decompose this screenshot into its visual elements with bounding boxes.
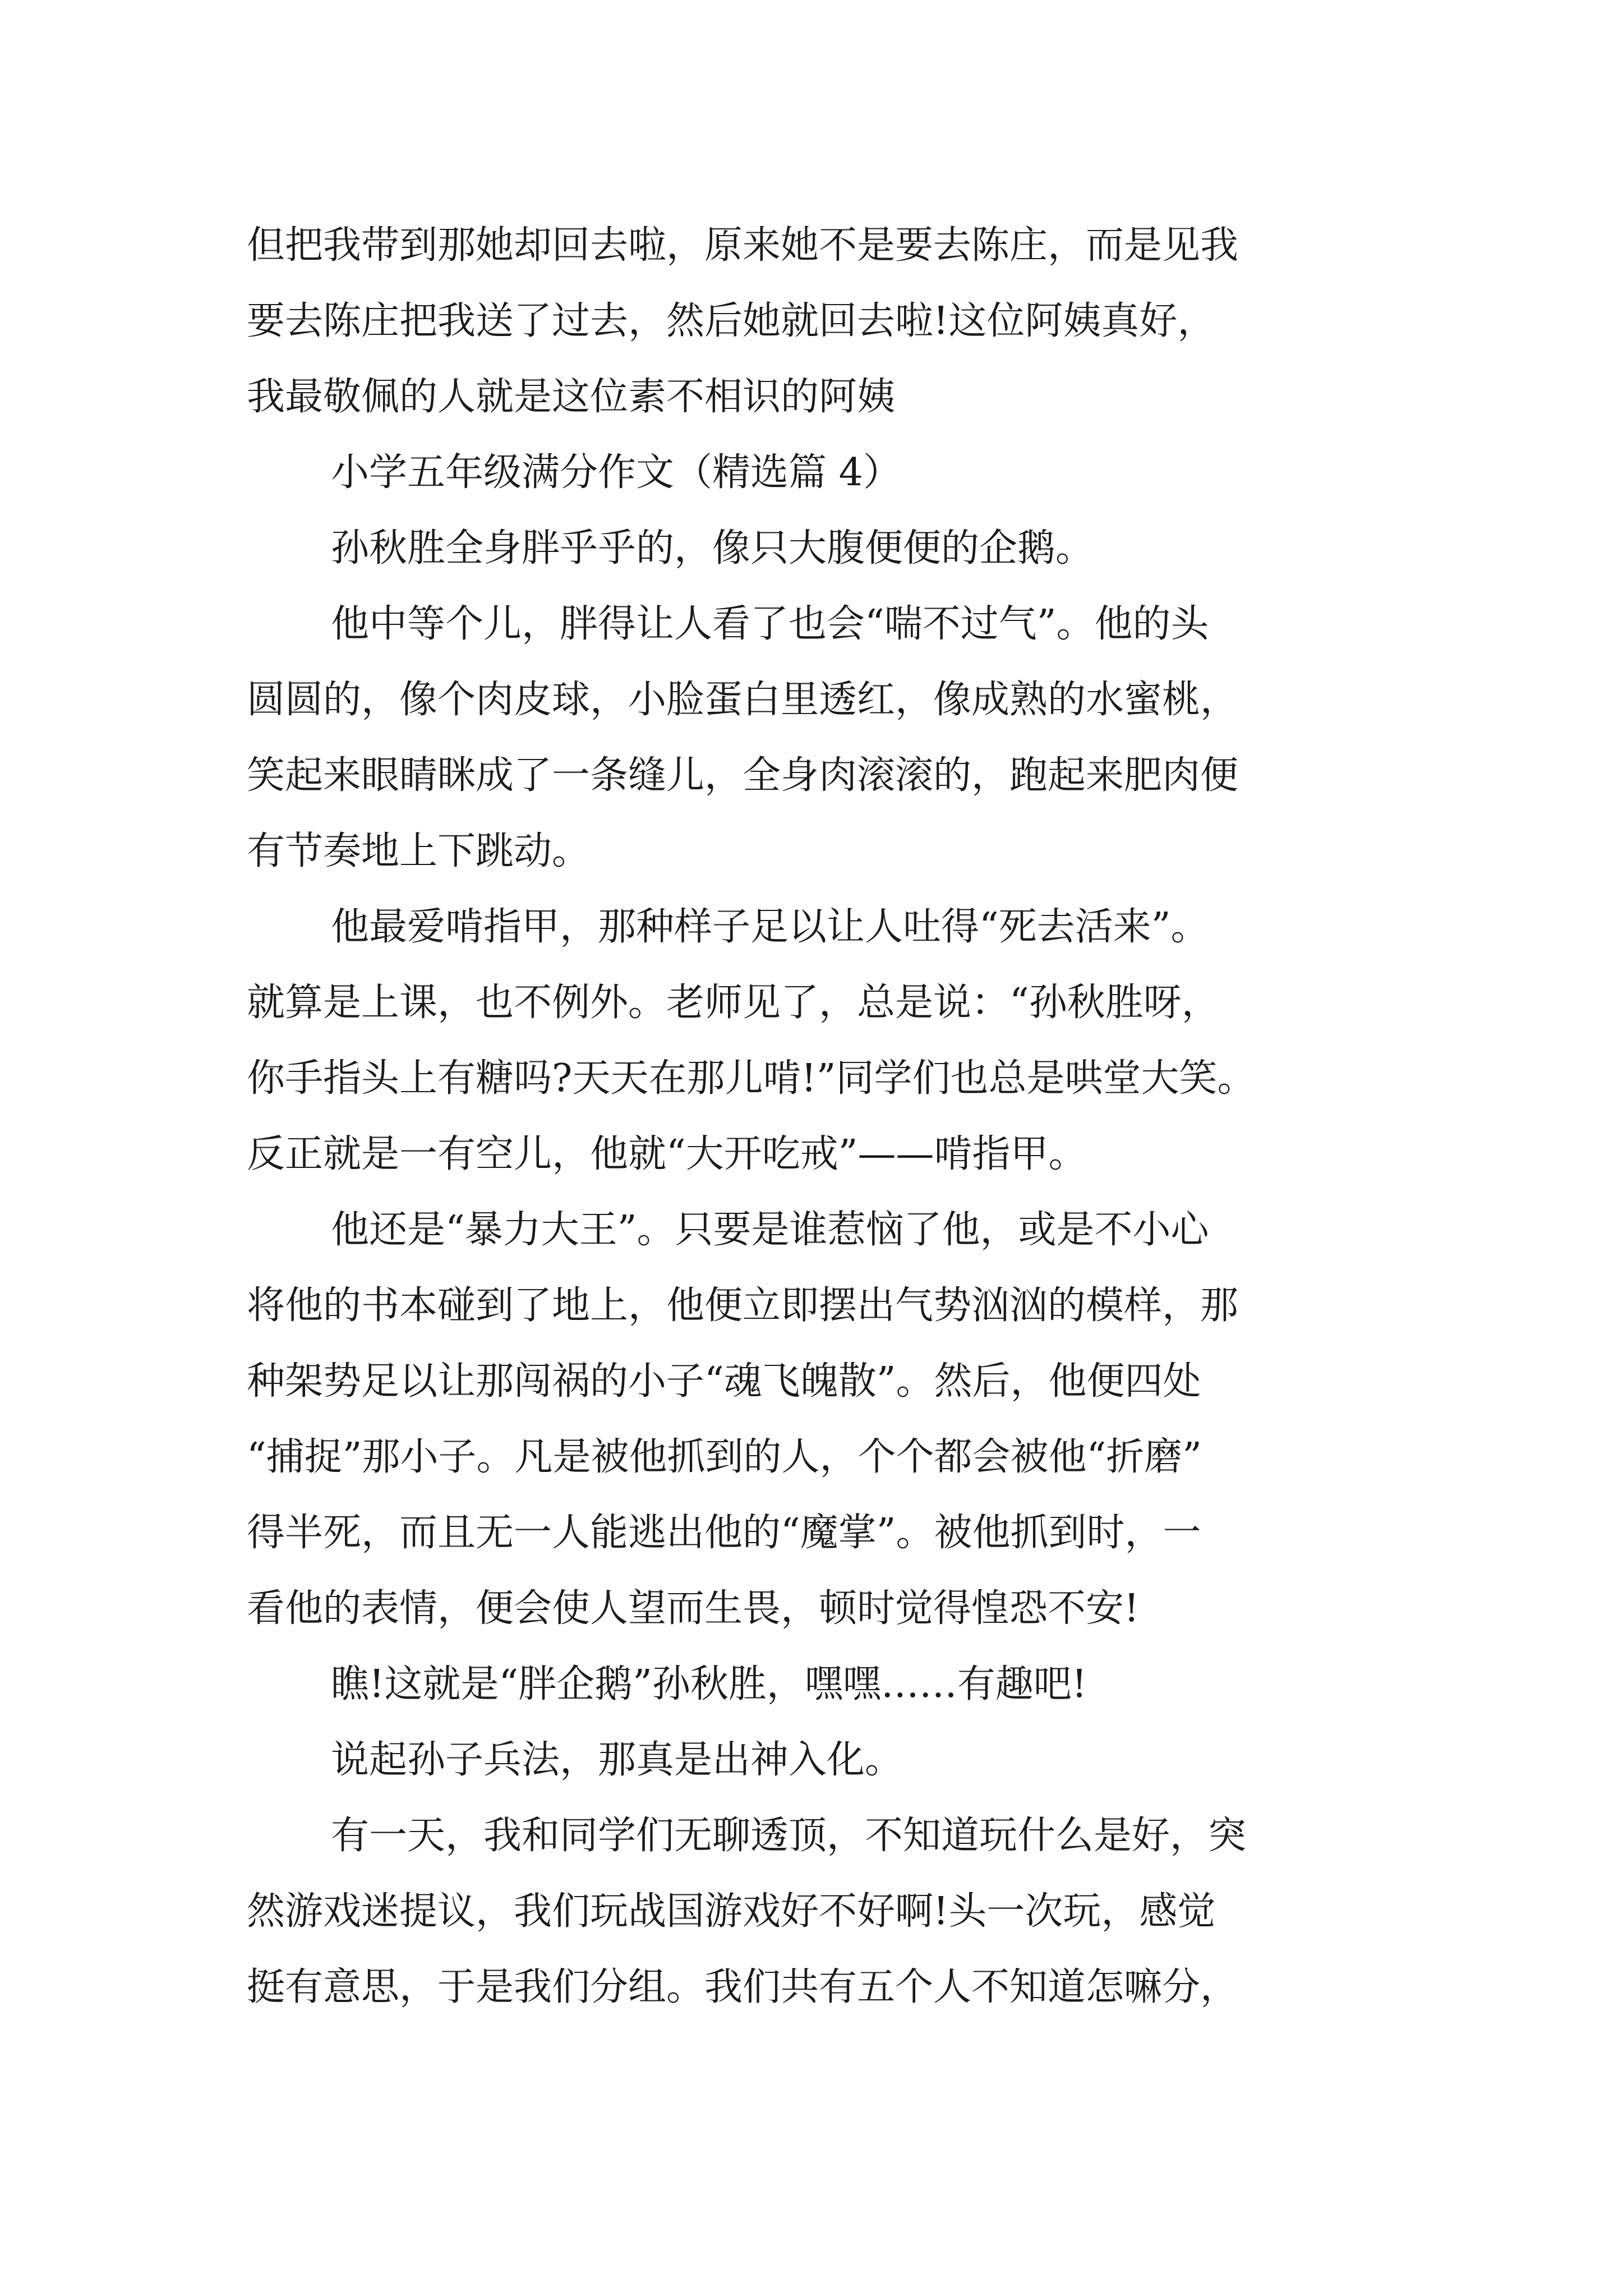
text-line: 种架势足以让那闯祸的小子“魂飞魄散”。然后，他便四处 (247, 1359, 1201, 1404)
paragraph-start: 他最爱啃指甲，那种样子足以让人吐得“死去活来”。 (331, 905, 1209, 949)
text-line: “捕捉”那小子。凡是被他抓到的人，个个都会被他“折磨” (247, 1435, 1202, 1479)
section-heading: 小学五年级满分作文（精选篇 4） (331, 450, 901, 495)
paragraph-start: 孙秋胜全身胖乎乎的，像只大腹便便的企鹅。 (331, 526, 1094, 570)
text-line: 将他的书本碰到了地上，他便立即摆出气势汹汹的模样，那 (247, 1283, 1239, 1328)
text-line: 要去陈庄把我送了过去，然后她就回去啦!这位阿姨真好， (247, 299, 1216, 343)
text-line: 你手指头上有糖吗?天天在那儿啃!”同学们也总是哄堂大笑。 (247, 1056, 1256, 1101)
text-line: 圆圆的，像个肉皮球，小脸蛋白里透红，像成熟的水蜜桃， (247, 678, 1239, 722)
paragraph-start: 瞧!这就是“胖企鹅”孙秋胜，嘿嘿……有趣吧! (331, 1662, 1087, 1706)
text-line: 然游戏迷提议，我们玩战国游戏好不好啊!头一次玩，感觉 (247, 1889, 1216, 1934)
text-line: 得半死，而且无一人能逃出他的“魔掌”。被他抓到时，一 (247, 1511, 1201, 1555)
paragraph-start: 说起孙子兵法，那真是出神入化。 (331, 1738, 903, 1782)
paragraph-start: 他还是“暴力大王”。只要是谁惹恼了他，或是不小心 (331, 1208, 1209, 1252)
text-line: 笑起来眼睛眯成了一条缝儿，全身肉滚滚的，跑起来肥肉便 (247, 753, 1239, 798)
paragraph-start: 他中等个儿，胖得让人看了也会“喘不过气”。他的头 (331, 602, 1209, 646)
text-line: 就算是上课，也不例外。老师见了，总是说：“孙秋胜呀， (247, 981, 1220, 1025)
text-line: 看他的表情，便会使人望而生畏，顿时觉得惶恐不安! (247, 1586, 1140, 1631)
text-line: 挺有意思，于是我们分组。我们共有五个人不知道怎嘛分， (247, 1965, 1239, 2009)
text-line: 有节奏地上下跳动。 (247, 829, 591, 873)
text-line: 我最敬佩的人就是这位素不相识的阿姨 (247, 375, 896, 419)
text-line: 但把我带到那她却回去啦，原来她不是要去陈庄，而是见我 (247, 223, 1239, 268)
text-line: 反正就是一有空儿，他就“大开吃戒”——啃指甲。 (247, 1132, 1087, 1176)
paragraph-start: 有一天，我和同学们无聊透顶，不知道玩什么是好，突 (331, 1814, 1247, 1858)
